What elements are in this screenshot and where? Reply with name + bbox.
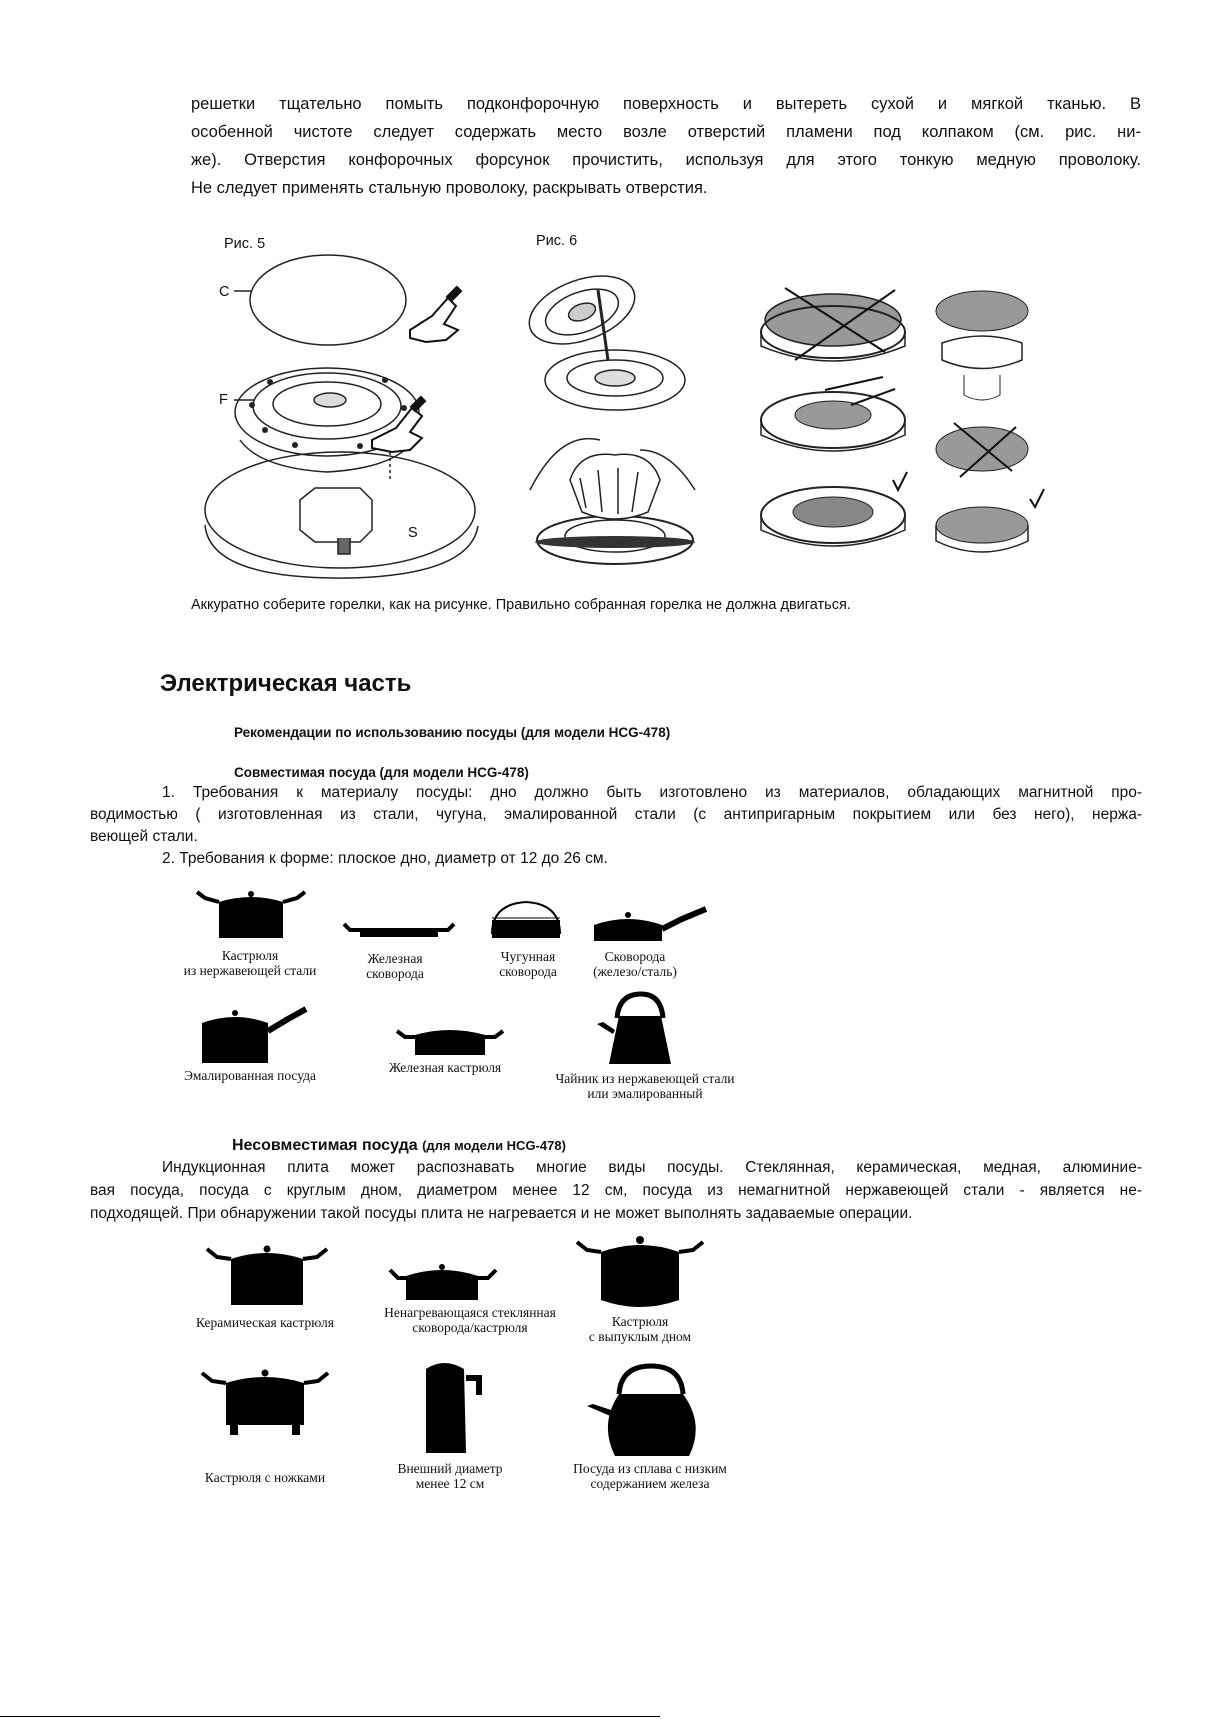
- requirement-line: 1. Требования к материалу посуды: дно должно быть изготовлено из материалов, обладающих магнитной про-: [162, 784, 1142, 801]
- iron-pan-icon: [342, 920, 457, 940]
- incompatible-title-suffix: (для модели HCG-478): [422, 1138, 566, 1153]
- fig5-letter-f: F: [219, 392, 228, 408]
- compatible-label-5: Эмалированная посуда: [183, 1068, 317, 1083]
- incompatible-label-2: Ненагревающаяся стеклянная сковорода/кастрюля: [384, 1305, 556, 1335]
- requirements-block: [90, 782, 1142, 870]
- fig5-letter-s: S: [408, 525, 418, 541]
- cast-iron-pan-icon: [488, 900, 564, 942]
- compatible-label-3: Чугунная сковорода: [499, 949, 557, 979]
- requirement-line: веющей стали.: [90, 828, 198, 845]
- compatible-label-2: Железная сковорода: [366, 951, 424, 981]
- incompatible-title: Несовместимая посуда: [232, 1137, 418, 1154]
- fig5-label: Рис. 5: [224, 236, 266, 252]
- stainless-kettle-icon: [595, 990, 675, 1066]
- fig6-label: Рис. 6: [536, 233, 578, 249]
- requirement-line: 2. Требования к форме: плоское дно, диаметр от 12 до 26 см.: [162, 850, 608, 867]
- stainless-pot-icon: [195, 888, 307, 938]
- compatible-title: Совместимая посуда (для модели HCG-478): [234, 765, 529, 780]
- glass-cookware-icon: [388, 1262, 498, 1302]
- burner-comparison-column-1: [755, 280, 915, 570]
- burner-cleaning-figure-6: [520, 250, 700, 570]
- compatible-label-4: Сковорода (железо/сталь): [593, 949, 677, 979]
- intro-line: Не следует применять стальную проволоку, раскрывать отверстия.: [191, 179, 708, 197]
- footer-rule: [0, 1716, 660, 1717]
- incompatible-label-5: Внешний диаметр менее 12 см: [397, 1461, 503, 1491]
- intro-line: же). Отверстия конфорочных форсунок прочистить, используя для этого тонкую медную проволоку.: [191, 151, 1141, 169]
- incompatible-label-6: Посуда из сплава с низким содержанием железа: [573, 1461, 727, 1491]
- enamel-pot-icon: [198, 1005, 310, 1063]
- incompatible-label-4: Кастрюля с ножками: [204, 1470, 326, 1485]
- intro-paragraph: [191, 90, 1141, 202]
- incompatible-line: Индукционная плита может распознавать многие виды посуды. Стеклянная, керамическая, медная, алюминие-: [162, 1159, 1142, 1176]
- requirement-line: водимостью ( изготовленная из стали, чугуна, эмалированной стали (с антипригарным покрытием или без него), нержа-: [90, 806, 1142, 823]
- compatible-label-6: Железная кастрюля: [388, 1060, 502, 1075]
- iron-casserole-icon: [395, 1025, 505, 1055]
- compatible-label-7: Чайник из нержавеющей стали или эмалированный: [555, 1071, 735, 1101]
- convex-bottom-pot-icon: [575, 1232, 705, 1312]
- recommendations-title: Рекомендации по использованию посуды (для модели HCG-478): [234, 725, 671, 740]
- incompatible-paragraph: [90, 1156, 1142, 1225]
- footed-pot-icon: [200, 1365, 330, 1437]
- fig5-letter-c: C: [219, 284, 230, 300]
- incompatible-line: вая посуда, посуда с круглым дном, диаметром менее 12 см, посуда из немагнитной нержавеющей стали - является не-: [90, 1182, 1142, 1199]
- ceramic-pot-icon: [205, 1243, 330, 1305]
- burner-assembly-figure-5: [200, 240, 500, 580]
- incompatible-title-row: [232, 1137, 566, 1155]
- frying-pan-icon: [590, 905, 710, 945]
- compatible-label-1: Кастрюля из нержавеющей стали: [183, 948, 317, 978]
- section-title: Электрическая часть: [160, 670, 412, 697]
- intro-line: особенной чистоте следует содержать место возле отверстий пламени под колпаком (см. рис. ни-: [191, 123, 1141, 141]
- incompatible-line: подходящей. При обнаружении такой посуды плита не нагревается и не может выполнять задаваемые операции.: [90, 1205, 913, 1222]
- figures-caption: Аккуратно соберите горелки, как на рисунке. Правильно собранная горелка не должна двигаться.: [191, 597, 851, 613]
- small-diameter-pot-icon: [420, 1355, 500, 1455]
- low-iron-kettle-icon: [585, 1360, 705, 1458]
- burner-comparison-column-2: [930, 285, 1055, 565]
- incompatible-label-3: Кастрюля с выпуклым дном: [588, 1314, 692, 1344]
- incompatible-label-1: Керамическая кастрюля: [196, 1315, 334, 1330]
- intro-line: решетки тщательно помыть подконфорочную поверхность и вытереть сухой и мягкой тканью. В: [191, 95, 1141, 113]
